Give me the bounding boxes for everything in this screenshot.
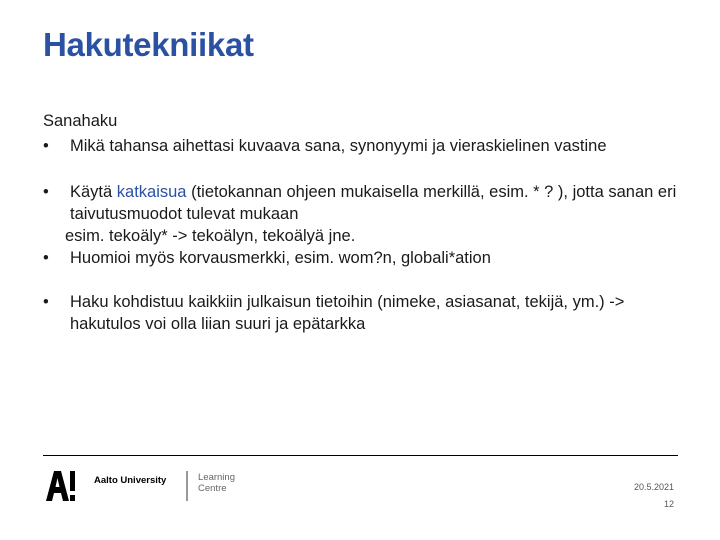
footer-divider [43,455,678,456]
slide-date: 20.5.2021 [633,482,674,492]
unit-name [198,472,258,494]
bullet-item [43,135,693,157]
highlighted-term: katkaisua [116,183,187,201]
intro-text: Sanahaku [43,112,118,130]
bullet-text-post: (tietokannan ohjeen mukaisella merkillä, esim. * ? ), jotta sanan eri taivutusmuodot tulevat mukaan [70,183,677,223]
university-name: Aalto University [94,475,167,486]
unit-name-line1: Learning [198,472,235,483]
bullet-text: Mikä tahansa aihettasi kuvaava sana, synonyymi ja vieraskielinen vastine [70,137,607,155]
bullet-text: Haku kohdistuu kaikkiin julkaisun tietoihin (nimeke, asiasanat, tekijä, ym.) -> hakutulos voi olla liian suuri ja epätarkka [70,293,625,333]
aalto-logo [46,471,266,505]
bullet-icon: • [43,137,49,155]
bullet-text: Huomioi myös korvausmerkki, esim. wom?n, globali*ation [70,249,491,267]
bullet-icon: • [43,183,49,201]
page-number: 12 [663,499,674,509]
aalto-a-icon [46,471,76,501]
slide-content [43,110,693,335]
example-line: esim. tekoäly* -> tekoälyn, tekoälyä jne. [65,227,356,245]
bullet-item [43,291,693,335]
bullet-icon: • [43,293,49,311]
bullet-item [43,247,693,269]
logo-separator [186,471,188,501]
slide-title: Hakutekniikat [43,26,254,63]
bullet-icon: • [43,249,49,267]
unit-name-line2: Centre [198,483,227,494]
bullet-item [43,181,693,225]
bullet-text-pre: Käytä [70,183,117,201]
